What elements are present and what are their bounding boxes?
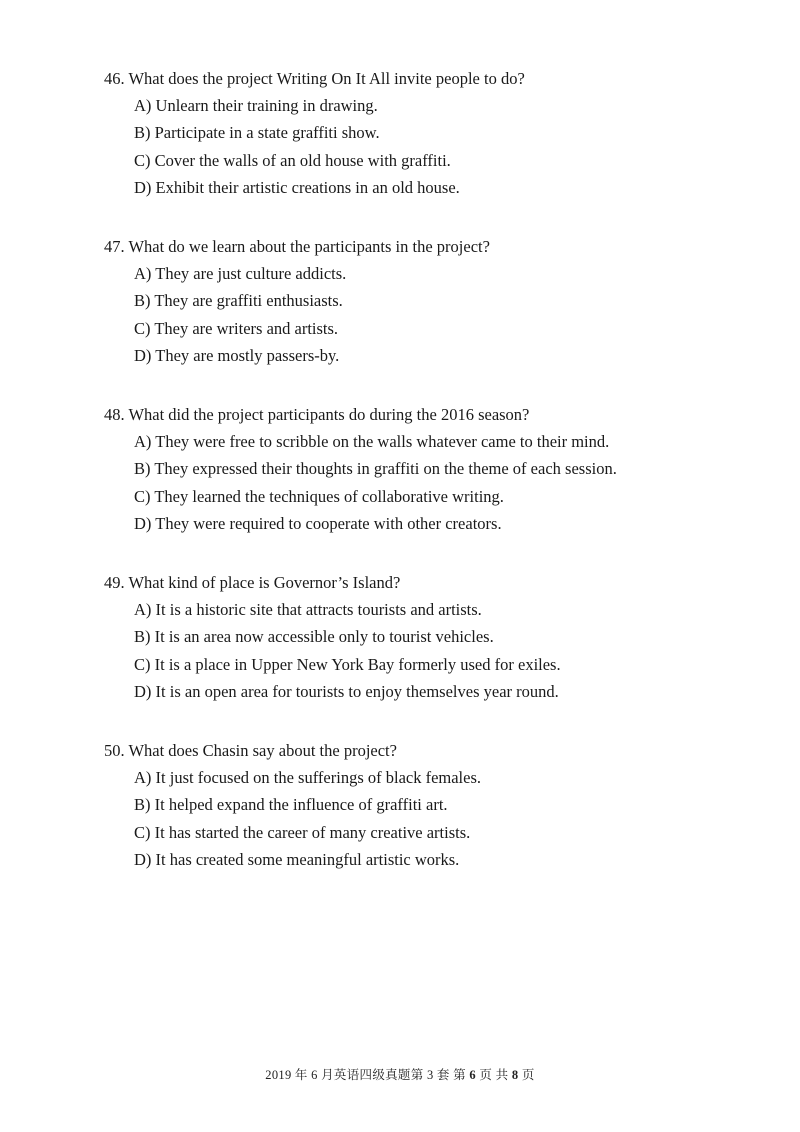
option-c: C) Cover the walls of an old house with graffiti. bbox=[134, 150, 451, 170]
question-stem: 48. What did the project participants do during the 2016 season? bbox=[104, 405, 530, 424]
footer-page-number: 6 bbox=[469, 1068, 476, 1082]
option-d: D) Exhibit their artistic creations in an old house. bbox=[134, 177, 460, 197]
option-a: A) They are just culture addicts. bbox=[134, 264, 347, 283]
option-d: D) They are mostly passers-by. bbox=[134, 345, 340, 365]
page-footer bbox=[0, 1066, 800, 1084]
option-list bbox=[134, 96, 724, 198]
question-stem: 49. What kind of place is Governor’s Island? bbox=[104, 573, 401, 592]
option-a: A) It just focused on the sufferings of black females. bbox=[134, 768, 482, 787]
option-c: C) They learned the techniques of collaborative writing. bbox=[134, 486, 504, 506]
question-stem: 46. What does the project Writing On It All invite people to do? bbox=[104, 69, 525, 88]
option-c: C) It is a place in Upper New York Bay formerly used for exiles. bbox=[134, 654, 561, 674]
footer-page-suffix: 页 bbox=[521, 1068, 535, 1082]
option-list bbox=[134, 264, 724, 366]
footer-title: 2019 年 6 月英语四级真题第 3 套 bbox=[265, 1068, 450, 1082]
question-49 bbox=[104, 573, 724, 709]
option-b: B) They expressed their thoughts in graffiti on the theme of each session. bbox=[134, 459, 617, 479]
option-d: D) It is an open area for tourists to enjoy themselves year round. bbox=[134, 681, 559, 701]
option-b: B) Participate in a state graffiti show. bbox=[134, 123, 380, 143]
option-list bbox=[134, 600, 724, 702]
option-a: A) They were free to scribble on the walls whatever came to their mind. bbox=[134, 432, 610, 451]
option-b: B) They are graffiti enthusiasts. bbox=[134, 291, 343, 311]
footer-total-pages: 8 bbox=[511, 1068, 519, 1082]
option-c: C) It has started the career of many creative artists. bbox=[134, 822, 471, 842]
question-47 bbox=[104, 237, 724, 373]
option-list bbox=[134, 432, 724, 534]
option-a: A) Unlearn their training in drawing. bbox=[134, 96, 378, 115]
option-b: B) It is an area now accessible only to tourist vehicles. bbox=[134, 627, 494, 647]
option-b: B) It helped expand the influence of graffiti art. bbox=[134, 795, 448, 815]
footer-page-mid: 页 共 bbox=[479, 1068, 509, 1082]
option-d: D) It has created some meaningful artistic works. bbox=[134, 849, 460, 869]
question-48 bbox=[104, 405, 724, 541]
question-stem: 50. What does Chasin say about the project? bbox=[104, 741, 397, 760]
option-list bbox=[134, 768, 724, 870]
question-46 bbox=[104, 69, 724, 205]
option-d: D) They were required to cooperate with other creators. bbox=[134, 513, 502, 533]
question-stem: 47. What do we learn about the participants in the project? bbox=[104, 237, 490, 256]
option-a: A) It is a historic site that attracts tourists and artists. bbox=[134, 600, 482, 619]
question-50 bbox=[104, 741, 724, 877]
footer-page-prefix: 第 bbox=[453, 1068, 466, 1082]
option-c: C) They are writers and artists. bbox=[134, 318, 339, 338]
